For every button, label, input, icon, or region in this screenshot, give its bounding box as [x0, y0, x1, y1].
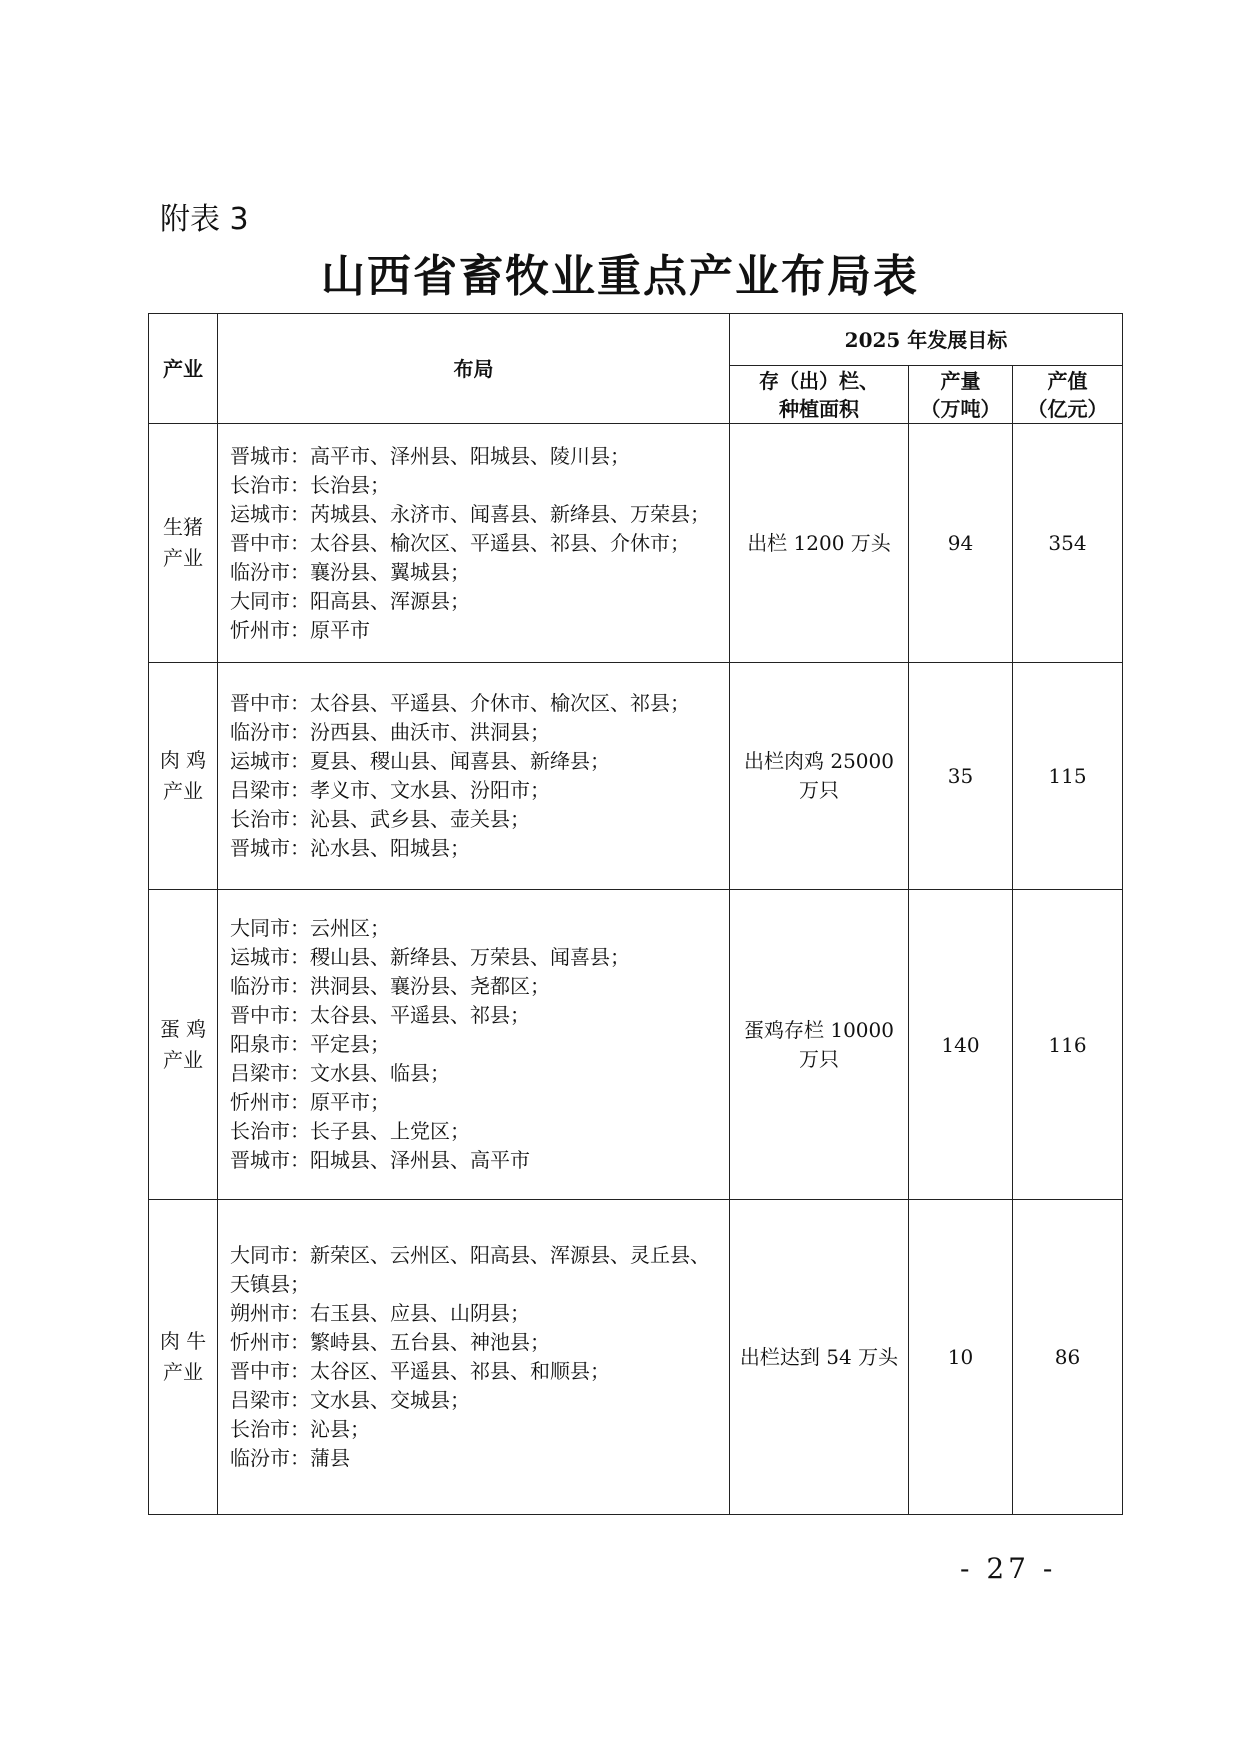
industry-cell	[149, 663, 218, 890]
page-title: 山西省畜牧业重点产业布局表	[321, 251, 919, 302]
target-cell	[730, 1200, 909, 1515]
region-line: 运城市：夏县、稷山县、闻喜县、新绛县；	[230, 749, 610, 773]
output-cell: 10	[909, 1200, 1013, 1515]
region-line: 阳泉市：平定县；	[230, 1032, 390, 1056]
region-line: 吕梁市：文水县、交城县；	[230, 1388, 470, 1412]
appendix-label: 附表 3	[160, 202, 249, 237]
output-cell: 140	[909, 890, 1013, 1200]
industry-name: 肉 牛	[159, 1329, 207, 1353]
header-stock-line1: 存（出）栏、	[759, 368, 879, 393]
region-line: 晋中市：太谷县、平遥县、祁县；	[230, 1003, 530, 1027]
header-output-line2: （万吨）	[920, 396, 1001, 421]
region-line: 长治市：沁县、武乡县、壶关县；	[230, 807, 530, 831]
regions-cell	[218, 890, 730, 1200]
header-layout: 布局	[218, 314, 730, 424]
industry-suffix: 产业	[163, 779, 203, 803]
target-cell	[730, 424, 909, 663]
target-line1: 出栏肉鸡 25000	[744, 749, 894, 773]
target-line1: 蛋鸡存栏 10000	[744, 1017, 894, 1042]
table-row	[149, 663, 1123, 890]
header-industry: 产业	[149, 314, 218, 424]
regions-cell	[218, 1200, 730, 1515]
header-goal-group: 2025 年发展目标	[730, 314, 1123, 366]
industry-cell	[149, 890, 218, 1200]
industry-suffix: 产业	[163, 546, 203, 570]
page-number: - 27 -	[960, 1552, 1057, 1585]
region-line: 晋城市：高平市、泽州县、阳城县、陵川县；	[230, 443, 630, 468]
header-output	[909, 366, 1013, 424]
region-line: 大同市：阳高县、浑源县；	[230, 588, 470, 613]
region-line: 临汾市：汾西县、曲沃市、洪洞县；	[230, 720, 550, 744]
industry-suffix: 产业	[163, 1360, 203, 1384]
table-row	[149, 890, 1123, 1200]
industry-name: 生猪	[163, 515, 203, 539]
region-line: 晋城市：阳城县、泽州县、高平市	[230, 1148, 530, 1172]
region-line: 忻州市：原平市	[230, 617, 370, 642]
industry-suffix: 产业	[163, 1047, 203, 1072]
region-line: 天镇县；	[230, 1272, 310, 1296]
region-line: 吕梁市：孝义市、文水县、汾阳市；	[230, 778, 550, 802]
value-cell: 115	[1013, 663, 1123, 890]
region-line: 长治市：长治县；	[230, 472, 390, 497]
region-line: 忻州市：原平市；	[230, 1090, 390, 1114]
region-line: 忻州市：繁峙县、五台县、神池县；	[230, 1330, 550, 1354]
industry-layout-table	[148, 313, 1123, 1515]
region-line: 长治市：沁县；	[230, 1417, 370, 1441]
region-line: 临汾市：蒲县	[230, 1446, 350, 1470]
region-line: 晋中市：太谷县、平遥县、介休市、榆次区、祁县；	[230, 691, 690, 715]
region-line: 运城市：稷山县、新绛县、万荣县、闻喜县；	[230, 945, 630, 969]
table-row	[149, 424, 1123, 663]
value-cell: 354	[1013, 424, 1123, 663]
region-line: 吕梁市：文水县、临县；	[230, 1061, 450, 1085]
region-line: 长治市：长子县、上党区；	[230, 1119, 470, 1143]
industry-name: 肉 鸡	[159, 748, 207, 772]
target-line2: 万只	[799, 1046, 839, 1071]
target-line1: 出栏达到 54 万头	[739, 1344, 899, 1369]
region-line: 晋中市：太谷区、平遥县、祁县、和顺县；	[230, 1359, 610, 1383]
header-stock	[730, 366, 909, 424]
regions-cell	[218, 663, 730, 890]
region-line: 大同市：新荣区、云州区、阳高县、浑源县、灵丘县、	[230, 1243, 710, 1267]
region-line: 大同市：云州区；	[230, 916, 390, 940]
region-line: 临汾市：洪洞县、襄汾县、尧都区；	[230, 974, 550, 998]
target-line2: 万只	[799, 778, 839, 802]
header-stock-line2: 种植面积	[779, 396, 859, 421]
target-cell	[730, 663, 909, 890]
target-cell	[730, 890, 909, 1200]
header-value-line2: （亿元）	[1027, 396, 1108, 421]
table-row	[149, 1200, 1123, 1515]
value-cell: 116	[1013, 890, 1123, 1200]
industry-cell	[149, 1200, 218, 1515]
value-cell: 86	[1013, 1200, 1123, 1515]
industry-cell	[149, 424, 218, 663]
region-line: 朔州市：右玉县、应县、山阴县；	[230, 1301, 530, 1325]
output-cell: 94	[909, 424, 1013, 663]
header-value-line1: 产值	[1047, 368, 1088, 393]
region-line: 晋中市：太谷县、榆次区、平遥县、祁县、介休市；	[230, 530, 690, 555]
output-cell: 35	[909, 663, 1013, 890]
header-value	[1013, 366, 1123, 424]
region-line: 临汾市：襄汾县、翼城县；	[230, 559, 470, 584]
header-output-line1: 产量	[940, 368, 981, 393]
region-line: 运城市：芮城县、永济市、闻喜县、新绛县、万荣县；	[230, 501, 710, 526]
header-row-1	[149, 314, 1123, 366]
region-line: 晋城市：沁水县、阳城县；	[230, 836, 470, 860]
regions-cell	[218, 424, 730, 663]
target-line1: 出栏 1200 万头	[747, 530, 891, 555]
industry-name: 蛋 鸡	[159, 1016, 207, 1041]
